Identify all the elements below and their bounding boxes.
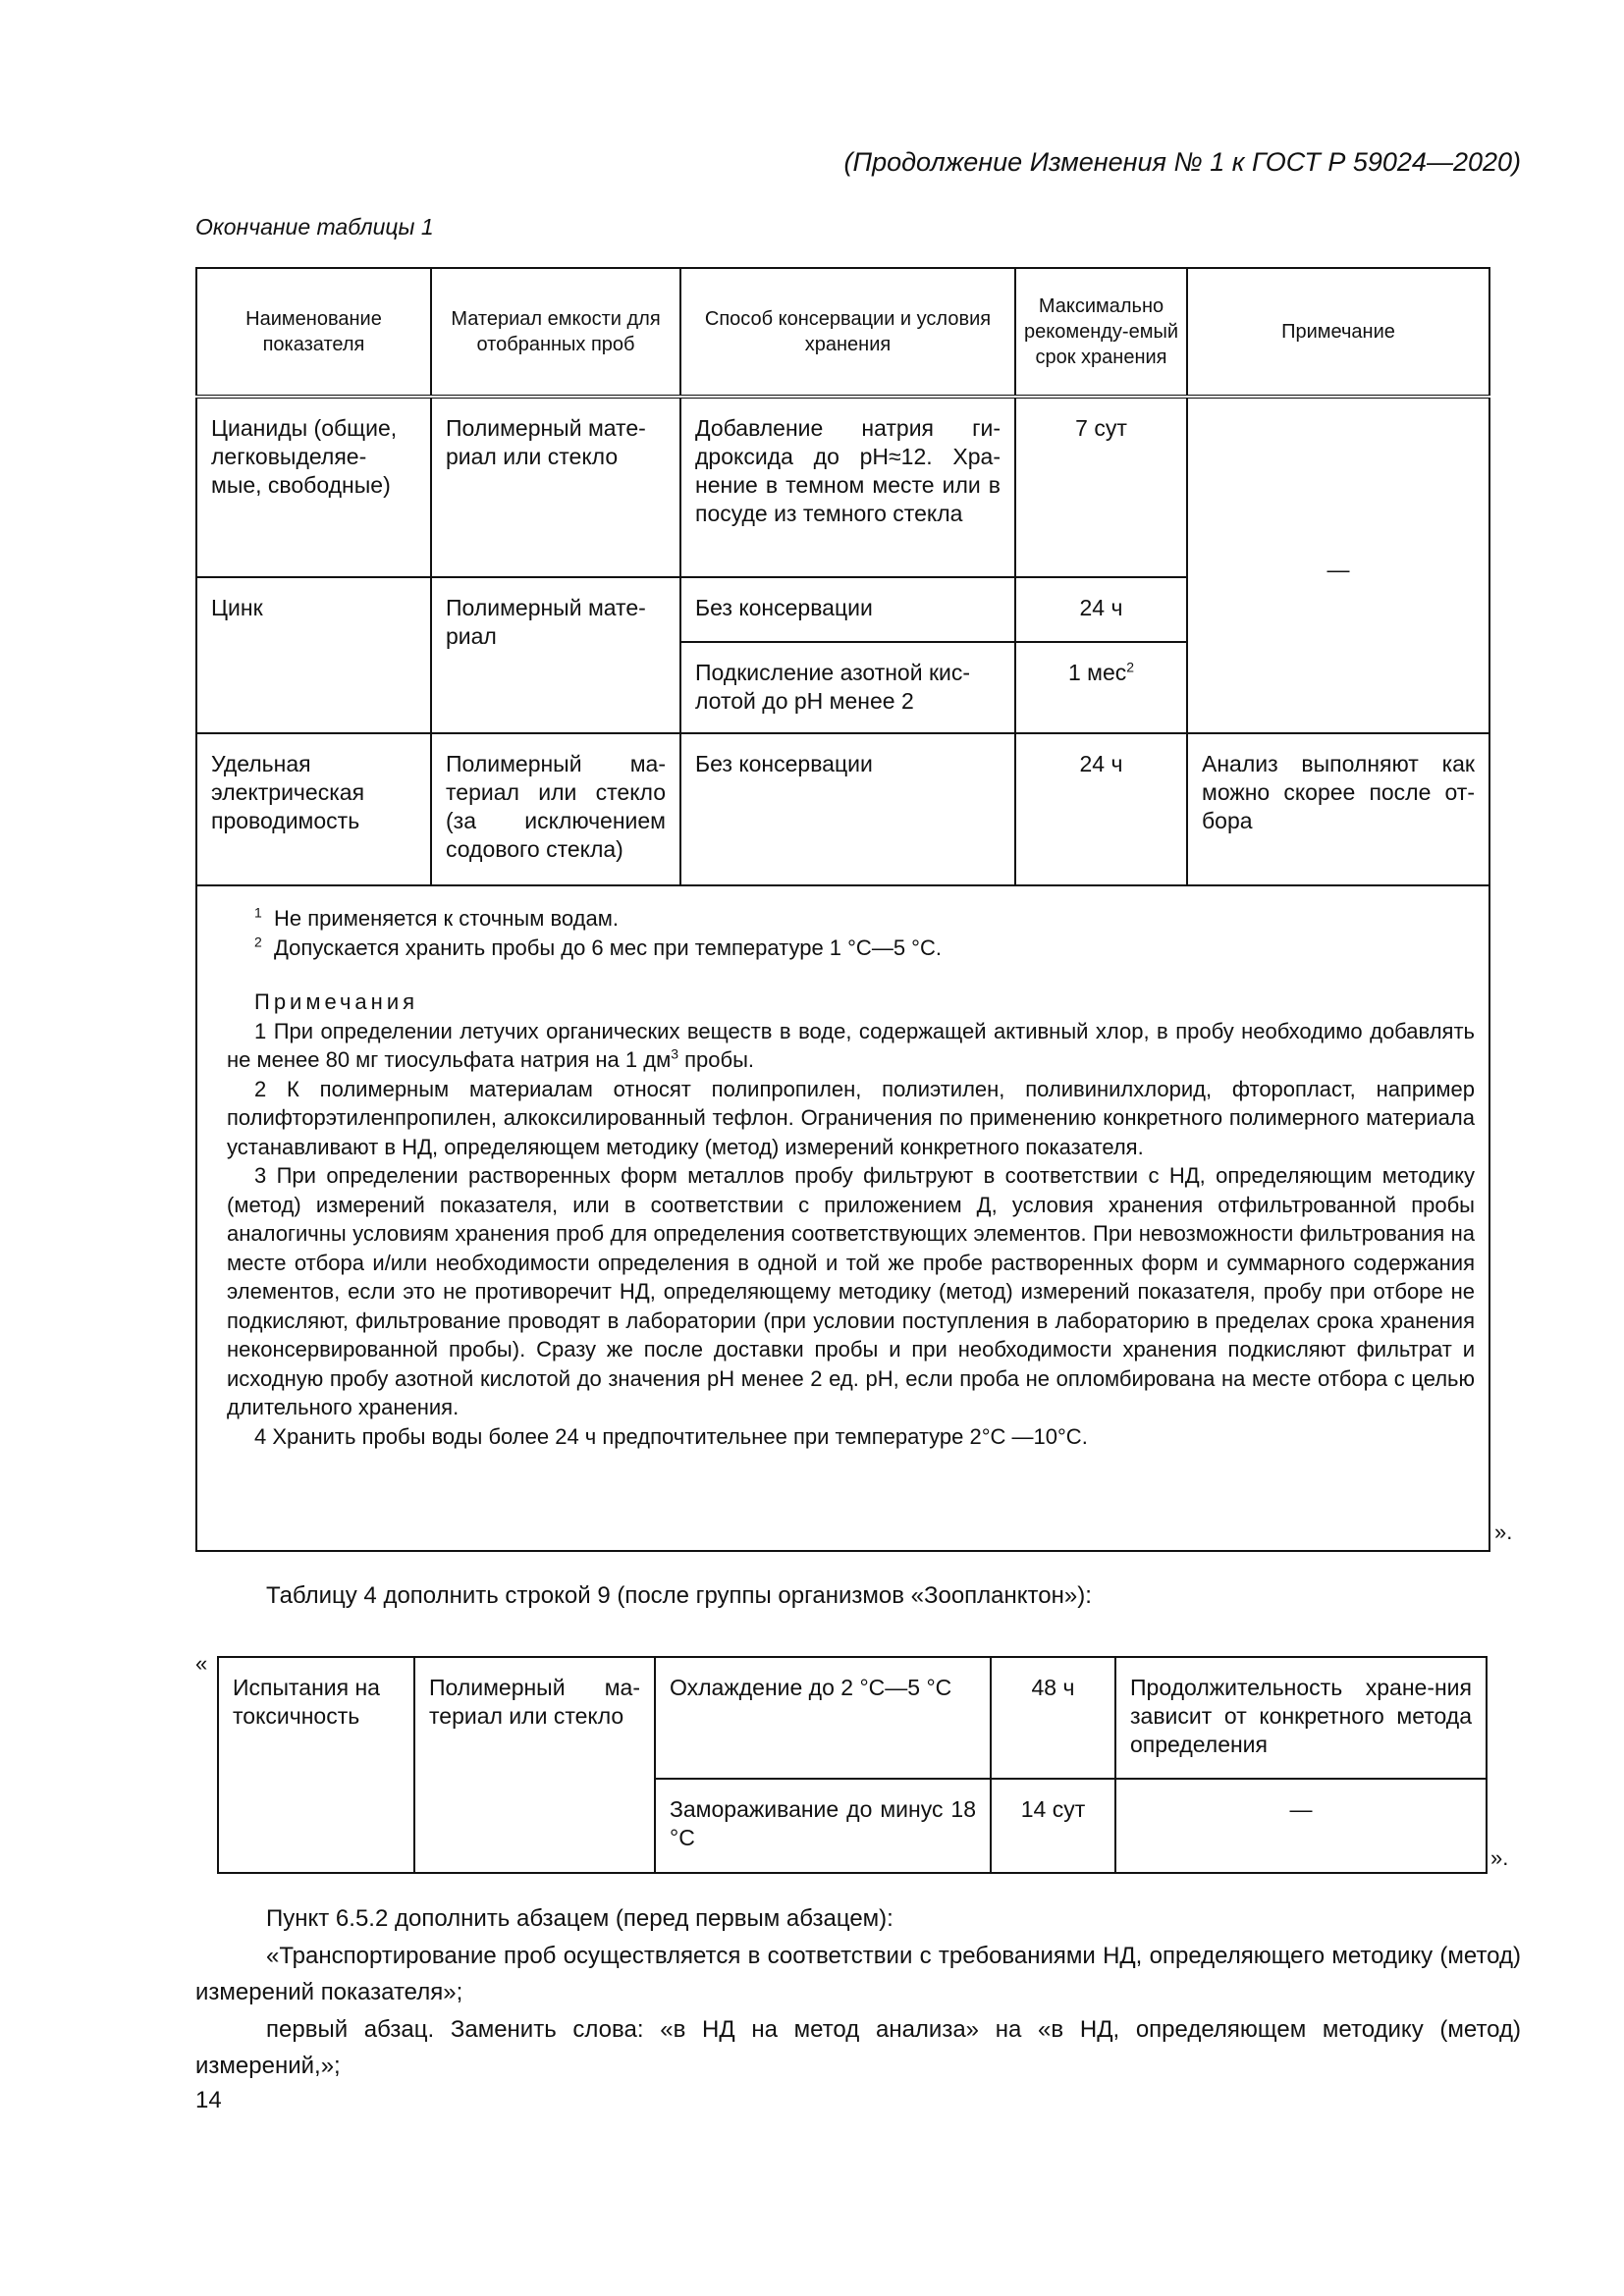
note-text: пробы. bbox=[678, 1047, 755, 1072]
table-row bbox=[218, 1657, 1487, 1779]
table-notes bbox=[196, 885, 1489, 1551]
column-header: Примечание bbox=[1187, 268, 1489, 397]
note-1 bbox=[227, 1017, 1475, 1075]
cell-method: Охлаждение до 2 °С—5 °С bbox=[655, 1657, 991, 1779]
paragraph: первый абзац. Заменить слова: «в НД на метод анализа» на «в НД, определяющем методику (метод) измерений,»; bbox=[195, 2015, 1521, 2079]
note-text: 1 При определении летучих органических веществ в воде, содержащей активный хлор, в пробу необходимо добавлять не менее 80 мг тиосульфата натрия на 1 дм bbox=[227, 1018, 1475, 1072]
term-value: 1 мес bbox=[1067, 660, 1127, 685]
cell-note: — bbox=[1187, 397, 1489, 733]
cell-note: Продолжительность хране-ния зависит от конкретного метода определения bbox=[1115, 1657, 1487, 1779]
cell-note: Анализ выполняют как можно скорее после от-бора bbox=[1187, 733, 1489, 885]
cell-material: Полимерный ма-териал или стекло bbox=[414, 1657, 655, 1873]
cell-method: Без консервации bbox=[680, 733, 1015, 885]
cell-term bbox=[1015, 642, 1187, 733]
cell-name: Испытания на токсичность bbox=[218, 1657, 414, 1873]
paragraph: «Транспортирование проб осуществляется в соответствии с требованиями НД, определяющего методику (метод) измерений показателя»; bbox=[195, 1942, 1521, 2005]
cell-name: Удельная электрическая проводимость bbox=[196, 733, 431, 885]
note-3: 3 При определении растворенных форм металлов пробу фильтруют в соответствии с НД, определяющим методику (метод) измерений показателя, или в соответствии с приложением Д, условия хранения отфильтрованной пробы аналогичны условиям хранения проб для определения соответствующих элементов. При невозможности фильтрования на месте отбора и/или необходимости определения в одной и той же пробе растворенных форм и суммарного содержания элементов, если это не противоречит НД, определяющему методику (метод) измерений показателя, пробу при отборе не подкисляют, фильтрование проводят в лаборатории (при условии поступления в лабораторию в пределах срока хранения неконсервированной пробы). Сразу же после доставки пробы и при необходимости хранения подкисляют фильтрат и исходную пробу азотной кислотой до значения pH менее 2 ед. pH, если проба не опломбирована на месте отбора с целью длительного хранения. bbox=[227, 1163, 1475, 1419]
table-row bbox=[196, 733, 1489, 885]
footnote bbox=[227, 904, 1475, 934]
column-header: Наименование показателя bbox=[196, 268, 431, 397]
footnote-text: Допускается хранить пробы до 6 мес при температуре 1 °С—5 °С. bbox=[274, 934, 942, 960]
close-quote: ». bbox=[1494, 1520, 1513, 1544]
instruction-text: Таблицу 4 дополнить строкой 9 (после группы организмов «Зоопланктон»): bbox=[266, 1582, 1092, 1609]
cell-name: Цианиды (общие, легковыделяе-мые, свободные) bbox=[196, 397, 431, 577]
cell-term: 7 сут bbox=[1015, 397, 1187, 577]
table-4-row-9 bbox=[217, 1656, 1488, 1874]
cell-method: Добавление натрия ги-дроксида до pH≈12. Хра-нение в темном месте или в посуде из темного стекла bbox=[680, 397, 1015, 577]
cell-method: Подкисление азотной кис-лотой до pH менее 2 bbox=[680, 642, 1015, 733]
open-quote: « bbox=[195, 1651, 208, 1676]
running-header: (Продолжение Изменения № 1 к ГОСТ Р 59024—2020) bbox=[843, 147, 1521, 177]
notes-title: Примечания bbox=[254, 989, 419, 1014]
close-quote: ». bbox=[1490, 1845, 1509, 1870]
page-number: 14 bbox=[195, 2087, 222, 2113]
table-row bbox=[196, 397, 1489, 577]
footnote-mark: 1 bbox=[254, 904, 262, 921]
table-caption: Окончание таблицы 1 bbox=[195, 214, 434, 240]
cell-method: Без консервации bbox=[680, 577, 1015, 642]
cell-note: — bbox=[1115, 1779, 1487, 1873]
superscript: 3 bbox=[671, 1045, 679, 1062]
footnote-text: Не применяется к сточным водам. bbox=[274, 906, 619, 931]
cell-material: Полимерный ма-териал или стекло (за исключением содового стекла) bbox=[431, 733, 680, 885]
cell-term: 14 сут bbox=[991, 1779, 1115, 1873]
column-header: Материал емкости для отобранных проб bbox=[431, 268, 680, 397]
cell-material: Полимерный мате-риал или стекло bbox=[431, 397, 680, 577]
footnote bbox=[227, 934, 1475, 963]
body-paragraphs bbox=[195, 1900, 1521, 2085]
cell-term: 24 ч bbox=[1015, 577, 1187, 642]
table-header-row bbox=[196, 268, 1489, 397]
column-header: Максимально рекоменду-емый срок хранения bbox=[1015, 268, 1187, 397]
column-header: Способ консервации и условия хранения bbox=[680, 268, 1015, 397]
cell-material: Полимерный мате-риал bbox=[431, 577, 680, 733]
notes-row bbox=[196, 885, 1489, 1551]
footnote-mark: 2 bbox=[254, 934, 262, 950]
cell-term: 24 ч bbox=[1015, 733, 1187, 885]
paragraph: Пункт 6.5.2 дополнить абзацем (перед первым абзацем): bbox=[266, 1905, 893, 1932]
cell-method: Замораживание до минус 18 °С bbox=[655, 1779, 991, 1873]
cell-term: 48 ч bbox=[991, 1657, 1115, 1779]
footnote-ref: 2 bbox=[1126, 659, 1135, 675]
cell-name: Цинк bbox=[196, 577, 431, 733]
table-1 bbox=[195, 267, 1490, 1552]
note-4: 4 Хранить пробы воды более 24 ч предпочтительнее при температуре 2°С —10°С. bbox=[254, 1423, 1088, 1449]
note-2: 2 К полимерным материалам относят полипропилен, полиэтилен, поливинилхлорид, фторопласт, например полифторэтиленпропилен, алкоксилированный тефлон. Ограничения по применению конкретного полимерного материала устанавливают в НД, определяющем методику (метод) измерений конкретного показателя. bbox=[227, 1076, 1475, 1159]
